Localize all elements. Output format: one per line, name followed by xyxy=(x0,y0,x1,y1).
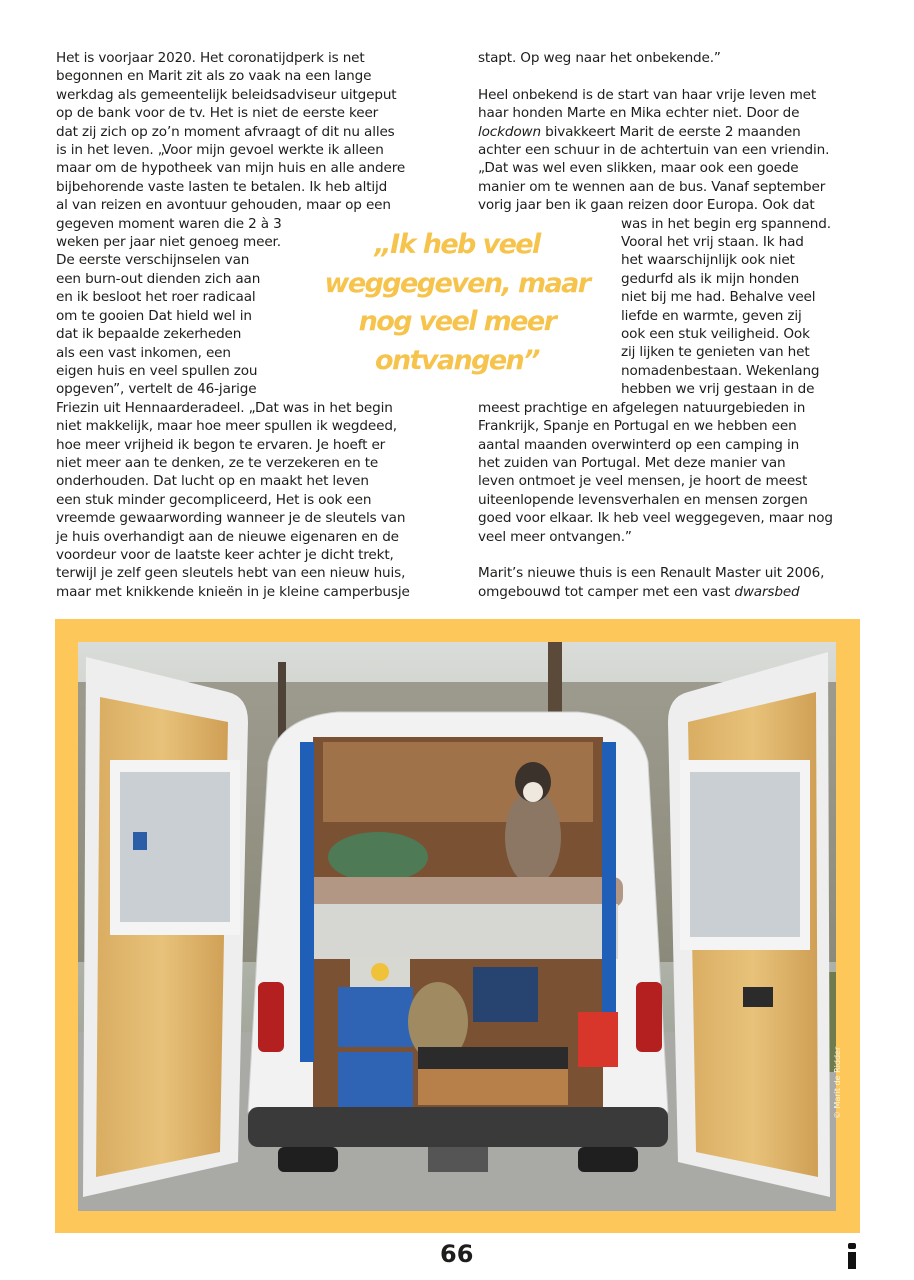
text-line: Friezin uit Hennaarderadeel. „Dat was in het begin xyxy=(56,399,393,416)
rear-bumper xyxy=(248,1107,668,1147)
text-line: niet makkelijk, maar hoe meer spullen ik wegdeed, xyxy=(56,418,397,435)
bed-board xyxy=(308,904,618,959)
text-line: hoe meer vrijheid ik begon te ervaren. Je hoeft er xyxy=(56,436,386,453)
text-line: om te gooien Dat hield wel in xyxy=(56,307,252,324)
blue-storage-box xyxy=(338,987,413,1047)
text-line: een stuk minder gecompliceerd, Het is ook een xyxy=(56,491,372,508)
text-line: hebben we vrij gestaan in de xyxy=(621,381,815,398)
text-line: manier om te wennen aan de bus. Vanaf september xyxy=(478,178,826,195)
text-line: op de bank voor de tv. Het is niet de eerste keer xyxy=(56,105,379,122)
cushion xyxy=(418,1047,568,1069)
text-line: vorig jaar ben ik gaan reizen door Europa. Ook dat xyxy=(478,197,815,214)
text-line: Heel onbekend is de start van haar vrije leven met xyxy=(478,86,817,103)
pull-quote-line: nog veel meer xyxy=(358,306,556,337)
text-line: „Dat was wel even slikken, maar ook een goede xyxy=(478,160,799,177)
text-line: ook een stuk veiligheid. Ook xyxy=(621,326,810,343)
blue-storage-box xyxy=(338,1052,413,1107)
right-door-window xyxy=(690,772,800,937)
text-span: bivakkeert Marit de eerste 2 maanden xyxy=(540,123,801,140)
text-line: en ik besloot het roer radicaal xyxy=(56,289,256,306)
photo-credit: © Marit de Ridder xyxy=(833,1046,842,1119)
text-line: als een vast inkomen, een xyxy=(56,344,231,361)
text-line: een burn-out dienden zich aan xyxy=(56,270,261,287)
text-line: maar om de hypotheek van mijn huis en alle andere xyxy=(56,160,406,177)
text-line: werkdag als gemeentelijk beleidsadviseur uitgeput xyxy=(56,86,397,103)
wheel-right xyxy=(578,1147,638,1172)
wooden-drawer xyxy=(418,1067,568,1105)
italic-term: dwarsbed xyxy=(734,583,800,600)
text-line: Frankrijk, Spanje en Portugal en we hebben een xyxy=(478,418,797,435)
photo-frame xyxy=(55,619,860,1233)
text-line xyxy=(478,583,833,601)
wheel-left xyxy=(278,1147,338,1172)
dark-storage-box xyxy=(473,967,538,1022)
bed-blanket xyxy=(303,877,623,907)
door-handle xyxy=(743,987,773,1007)
text-line: nomadenbestaan. Wekenlang xyxy=(621,362,820,379)
text-line: liefde en warmte, geven zij xyxy=(621,307,802,324)
text-line: Vooral het vrij staan. Ik had xyxy=(621,234,804,251)
text-line: terwijl je zelf geen sleutels hebt van een nieuw huis, xyxy=(56,565,406,582)
text-span: omgebouwd tot camper met een vast xyxy=(478,583,735,600)
text-line: opgeven”, vertelt de 46-jarige xyxy=(56,381,257,398)
text-line: uiteenlopende levensverhalen en mensen zorgen xyxy=(478,491,808,508)
text-line: aantal maanden overwinterd op een camping in xyxy=(478,436,800,453)
text-line: begonnen en Marit zit als zo vaak na een lange xyxy=(56,68,372,85)
husky-dog xyxy=(505,789,561,885)
pull-quote xyxy=(318,226,596,380)
text-line: vreemde gewaarwording wanneer je de sleutels van xyxy=(56,510,406,527)
text-line: veel meer ontvangen.” xyxy=(478,528,632,545)
text-line: Het is voorjaar 2020. Het coronatijdperk is net xyxy=(56,50,365,66)
page-number: 66 xyxy=(440,1240,474,1268)
paragraph-gap xyxy=(478,546,833,564)
pull-quote-line: „Ik heb veel xyxy=(374,229,540,260)
text-line: onderhouden. Dat lucht op en maakt het leven xyxy=(56,473,369,490)
text-line: achter een schuur in de achtertuin van een vriendin. xyxy=(478,142,830,159)
text-line: stapt. Op weg naar het onbekende.” xyxy=(478,50,721,66)
text-line: gedurfd als ik mijn honden xyxy=(621,270,800,287)
text-line: dat zij zich op zo’n moment afvraagt of dit nu alles xyxy=(56,123,395,140)
text-line: je huis overhandigt aan de nieuwe eigenaren en de xyxy=(56,528,399,545)
text-line: maar met knikkende knieën in je kleine camperbusje xyxy=(56,583,410,600)
text-line: haar honden Marte en Mika echter niet. Door de xyxy=(478,105,800,122)
camper-van-photo xyxy=(78,642,836,1211)
logo-stem xyxy=(848,1252,856,1269)
husky-face xyxy=(523,782,543,802)
pull-quote-line: ontvangen” xyxy=(375,344,539,376)
text-line: al van reizen en avontuur gehouden, maar op een xyxy=(56,197,391,214)
tail-light-left xyxy=(258,982,284,1052)
curtain-left xyxy=(300,742,314,1062)
text-line: dat ik bepaalde zekerheden xyxy=(56,326,242,343)
tow-hitch xyxy=(428,1147,488,1172)
text-line: voordeur voor de laatste keer achter je dicht trekt, xyxy=(56,546,394,563)
info-i-icon xyxy=(848,1243,856,1269)
text-line: niet meer aan te denken, ze te verzekeren en te xyxy=(56,454,379,471)
text-line: weken per jaar niet genoeg meer. xyxy=(56,234,281,251)
text-line: leven ontmoet je veel mensen, je hoort de meest xyxy=(478,473,808,490)
text-line: eigen huis en veel spullen zou xyxy=(56,362,258,379)
text-line: gegeven moment waren die 2 à 3 xyxy=(56,215,282,232)
parking-sign xyxy=(133,832,147,850)
sleeping-bag xyxy=(328,832,428,882)
text-line: is in het leven. „Voor mijn gevoel werkte ik alleen xyxy=(56,142,384,159)
text-line: goed voor elkaar. Ik heb veel weggegeven, maar nog xyxy=(478,510,833,527)
paragraph-gap xyxy=(478,67,833,85)
text-line: was in het begin erg spannend. xyxy=(621,215,831,232)
text-line: het zuiden van Portugal. Met deze manier van xyxy=(478,454,786,471)
text-line xyxy=(478,123,833,141)
text-line: zij lijken te genieten van het xyxy=(621,344,810,361)
text-line: niet bij me had. Behalve veel xyxy=(621,289,816,306)
tail-light-right xyxy=(636,982,662,1052)
text-line: De eerste verschijnselen van xyxy=(56,252,250,269)
pull-quote-line: weggegeven, maar xyxy=(324,267,590,299)
text-line: meest prachtige en afgelegen natuurgebieden in xyxy=(478,399,806,416)
camper-van-illustration xyxy=(78,642,836,1211)
text-line: bijbehorende vaste lasten te betalen. Ik heb altijd xyxy=(56,178,388,195)
yellow-lid xyxy=(371,963,389,981)
italic-term: lockdown xyxy=(478,123,541,140)
text-line: het waarschijnlijk ook niet xyxy=(621,252,795,269)
text-line: Marit’s nieuwe thuis is een Renault Master uit 2006, xyxy=(478,565,825,582)
red-jerrycan xyxy=(578,1012,618,1067)
logo-dot xyxy=(848,1243,856,1249)
